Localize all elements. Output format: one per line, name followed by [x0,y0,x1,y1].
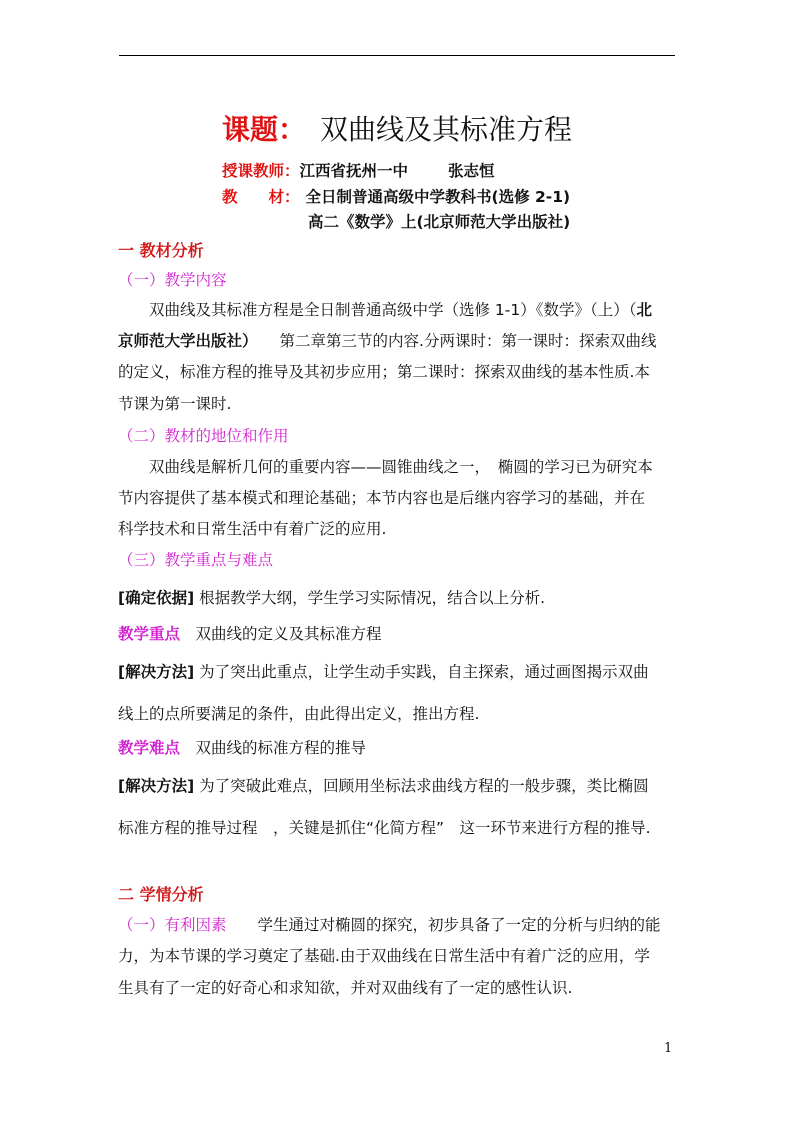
basis-line [118,587,545,609]
method2-line2: 标准方程的推导过程 ，关键是抓住“化简方程” 这一环节来进行方程的推导. [118,819,651,837]
paragraph-line [118,330,656,352]
difficulty-text: 双曲线的标准方程的推导 [180,739,367,757]
paragraph-text: 学生通过对椭圆的探究，初步具备了一定的分析与归纳的能 [226,916,661,934]
method1-text: 为了突出此重点，让学生动手实践，自主探索，通过画图揭示双曲 [194,663,649,681]
key-point-text: 双曲线的定义及其标准方程 [180,625,382,643]
section2-heading: 二 学情分析 [118,885,204,904]
teacher-name: 张志恒 [448,162,495,180]
paragraph-line: 双曲线是解析几何的重要内容——圆锥曲线之一， 椭圆的学习已为研究本 [118,458,653,476]
paragraph-line: 生具有了一定的好奇心和求知欲，并对双曲线有了一定的感性认识. [118,979,573,997]
header-rule [119,55,675,56]
method2-label: [解决方法] [118,777,195,795]
method1-label: [解决方法] [118,663,195,681]
material-label: 教 材： [222,188,300,206]
paragraph-line [118,299,652,321]
paragraph-line: 的定义，标准方程的推导及其初步应用；第二课时：探索双曲线的基本性质.本 [118,363,650,381]
method2-line [118,775,649,797]
method2-text: 为了突破此难点，回顾用坐标法求曲线方程的一般步骤，类比椭圆 [194,777,649,795]
paragraph-line: 力，为本节课的学习奠定了基础.由于双曲线在日常生活中有着广泛的应用，学 [118,947,650,965]
favorable-line [118,914,661,936]
teacher-school: 江西省抚州一中 [299,162,409,180]
page-number: 1 [664,1041,673,1056]
section2-sub1-heading: （一）有利因素 [118,916,227,934]
paragraph-text: 双曲线及其标准方程是全日制普通高级中学（选修 1-1）《数学》（上）（ [118,301,637,319]
material-line2 [308,211,570,233]
title-label: 课题： [222,113,307,146]
paragraph-line: 节内容提供了基本模式和理论基础；本节内容也是后继内容学习的基础，并在 [118,489,646,507]
difficulty-line [118,737,366,759]
teacher-line [222,160,495,182]
page-title [222,110,572,150]
paragraph-line: 科学技术和日常生活中有着广泛的应用. [118,520,387,538]
method1-line [118,661,649,683]
basis-text: 根据教学大纲，学生学习实际情况，结合以上分析. [194,589,546,607]
teacher-label: 授课教师： [222,162,300,180]
key-point-line [118,623,382,645]
paragraph-text: 第二章第三节的内容.分两课时：第一课时：探索双曲线 [279,332,657,350]
section1-sub2-heading: （二）教材的地位和作用 [118,427,289,445]
basis-label: [确定依据] [118,589,195,607]
material-line [222,186,570,208]
section1-heading: 一 教材分析 [118,241,204,260]
publisher-bold: 京师范大学出版社） [118,332,258,350]
title-text: 双曲线及其标准方程 [320,113,573,146]
material-line2-text: 高二《数学》上(北京师范大学出版社) [308,213,571,231]
publisher-bold: 北 [636,301,653,319]
material-line1: 全日制普通高级中学教科书(选修 2-1) [305,188,571,206]
method1-line2: 线上的点所要满足的条件，由此得出定义，推出方程. [118,705,480,723]
section1-sub3-heading: （三）教学重点与难点 [118,551,274,569]
key-point-label: 教学重点 [118,625,181,643]
section1-sub1-heading: （一）教学内容 [118,271,227,289]
difficulty-label: 教学难点 [118,739,181,757]
paragraph-line: 节课为第一课时. [118,395,232,413]
